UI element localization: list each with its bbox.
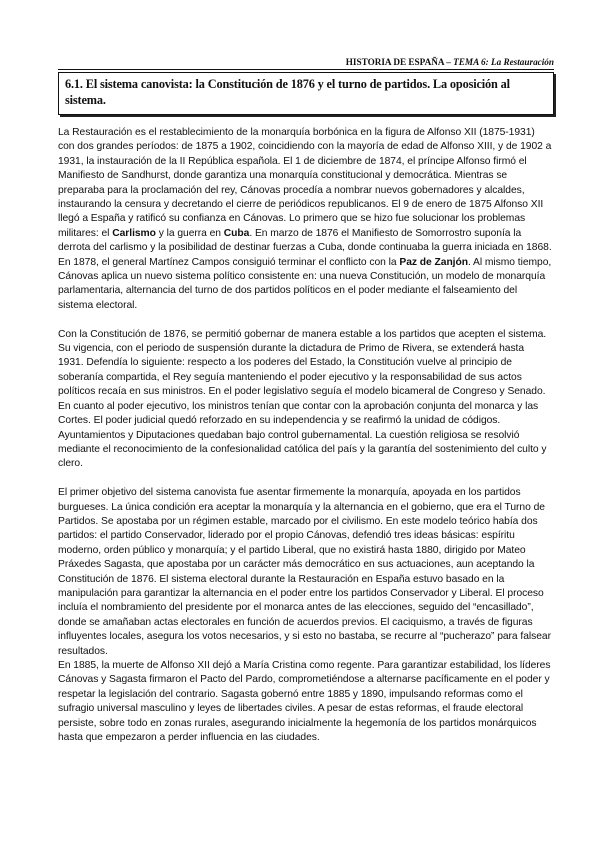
paragraph-sistema-canovista: El primer objetivo del sistema canovista fue asentar firmemente la monarquía, apoyada en los partidos burgueses. La única condición era aceptar la monarquía y la alternancia en el gobierno, que era el Turno de Partidos. Se apostaba por un régimen estable, marcado por el civilismo. En este modelo teórico había dos partidos: el partido Conservador, liderado por el propio Cánovas, defendió tres ideas básicas: espíritu moderno, orden público y monarquía; y el partido Liberal, que no existirá hasta 1880, dirigido por Mateo Práxedes Sagasta, que apostaba por un carácter más democrático en sus actuaciones, aun aceptando la Constitución de 1876. El sistema electoral durante la Restauración en España estuvo basado en la manipulación para garantizar la alternancia en el poder entre los partidos Conservador y Liberal. El proceso incluía el nombramiento del presidente por el monarca antes de las elecciones, seguido del “encasillado”, donde se amañaban actas electorales en función de acuerdos previos. El caciquismo, a través de figuras influyentes locales, asegura los votos necesarios, y si esto no bastaba, se recurre al “pucherazo” para falsear resultados. [58,487,551,657]
paragraph-text: . Al mismo tiempo, Cánovas aplica un nuevo sistema político consistente en: una nueva Constitución, un modelo de monarquía parlamentaria, alternancia del turno de dos partidos políticos en el poder mediante el falseamiento del sistema electoral. [58,256,552,311]
header-topic: TEMA 6 [453,57,486,67]
paragraph-text: La Restauración es el restablecimiento de la monarquía borbónica en la figura de Alfonso XII (1875-1931) con dos grandes períodos: de 1875 a 1902, coincidiendo con la mayoría de edad de Alfonso XIII, y de 1902 a 1931, la instauración de la II República española. El 1 de diciembre de 1874, el príncipe Alfonso firmó el Manifiesto de Sandhurst, donde garantiza una monarquía constitucional y democrática. Mientras se preparaba para la proclamación del rey, Cánovas procedía a nombrar nuevos gobernadores y alcaldes, instaurando la censura y decretando el cierre de periódicos republicanos. El 9 de enero de 1875 Alfonso XII llegó a España y ratificó su confianza en Cánovas. Lo primero que se hizo fue solucionar los problemas militares: el [58,127,552,239]
section-title-box [58,72,554,115]
paragraph-text: y la guerra en [155,227,224,239]
paragraph-constitucion: Con la Constitución de 1876, se permitió gobernar de manera estable a los partidos que acepten el sistema. Su vigencia, con el periodo de suspensión durante la dictadura de Primo de Rivera, se extenderá hasta 1931. Defendía lo siguiente: respecto a los poderes del Estado, la Constitución vuelve al principio de soberanía compartida, el Rey seguía manteniendo el poder ejecutivo y la responsabilidad de sus actos políticos recaía en sus ministros. En el poder legislativo seguía el modelo bicameral de Congreso y Senado. En cuanto al poder ejecutivo, los ministros tenían que contar con la aprobación conjunta del monarca y las Cortes. El poder judicial quedó reforzado en su independencia y se reafirmó la unidad de códigos. Ayuntamientos y Diputaciones quedaban bajo control gubernamental. La cuestión religiosa se resolvió mediante el reconocimiento de la confesionalidad católica del país y la garantía del sostenimiento del culto y clero. [58,328,547,470]
bold-term-cuba: Cuba [223,227,250,239]
section-title: 6.1. El sistema canovista: la Constitución de 1876 y el turno de partidos. La oposición al sistema. [65,77,510,107]
header-topic-separator: : [485,57,491,67]
document-body [58,126,552,745]
paragraph-text: . En marzo de 1876 el Manifiesto de Somorrostro suponía la derrota del carlismo y la posibilidad de destinar fuerzas a Cuba, donde continuaba la guerra iniciada en 1868. En 1878, el general Martínez Campos consiguió terminar el conflicto con la [58,227,552,268]
paragraph-pacto-del-pardo: En 1885, la muerte de Alfonso XII dejó a María Cristina como regente. Para garantizar estabilidad, los líderes Cánovas y Sagasta firmaron el Pacto del Pardo, comprometiéndose a alternarse pacíficamente en el poder y respetar la legislación del contrario. Sagasta gobernó entre 1885 y 1890, impulsando reformas como el sufragio universal masculino y leyes de libertades civiles. A pesar de estas reformas, el fraude electoral persiste, sobre todo en zonas rurales, asegurando inicialmente la hegemonía de los partidos monárquicos hasta que empezaron a perder influencia en las ciudades. [58,660,551,744]
bold-term-paz-de-zanjon: Paz de Zanjón [399,256,468,268]
header-separator: – [443,57,454,67]
paragraph-restauracion [58,126,552,313]
page-header [58,57,554,70]
bold-term-carlismo: Carlismo [112,227,156,239]
header-topic-title: La Restauración [490,57,554,67]
header-course: HISTORIA DE ESPAÑA [345,57,444,67]
